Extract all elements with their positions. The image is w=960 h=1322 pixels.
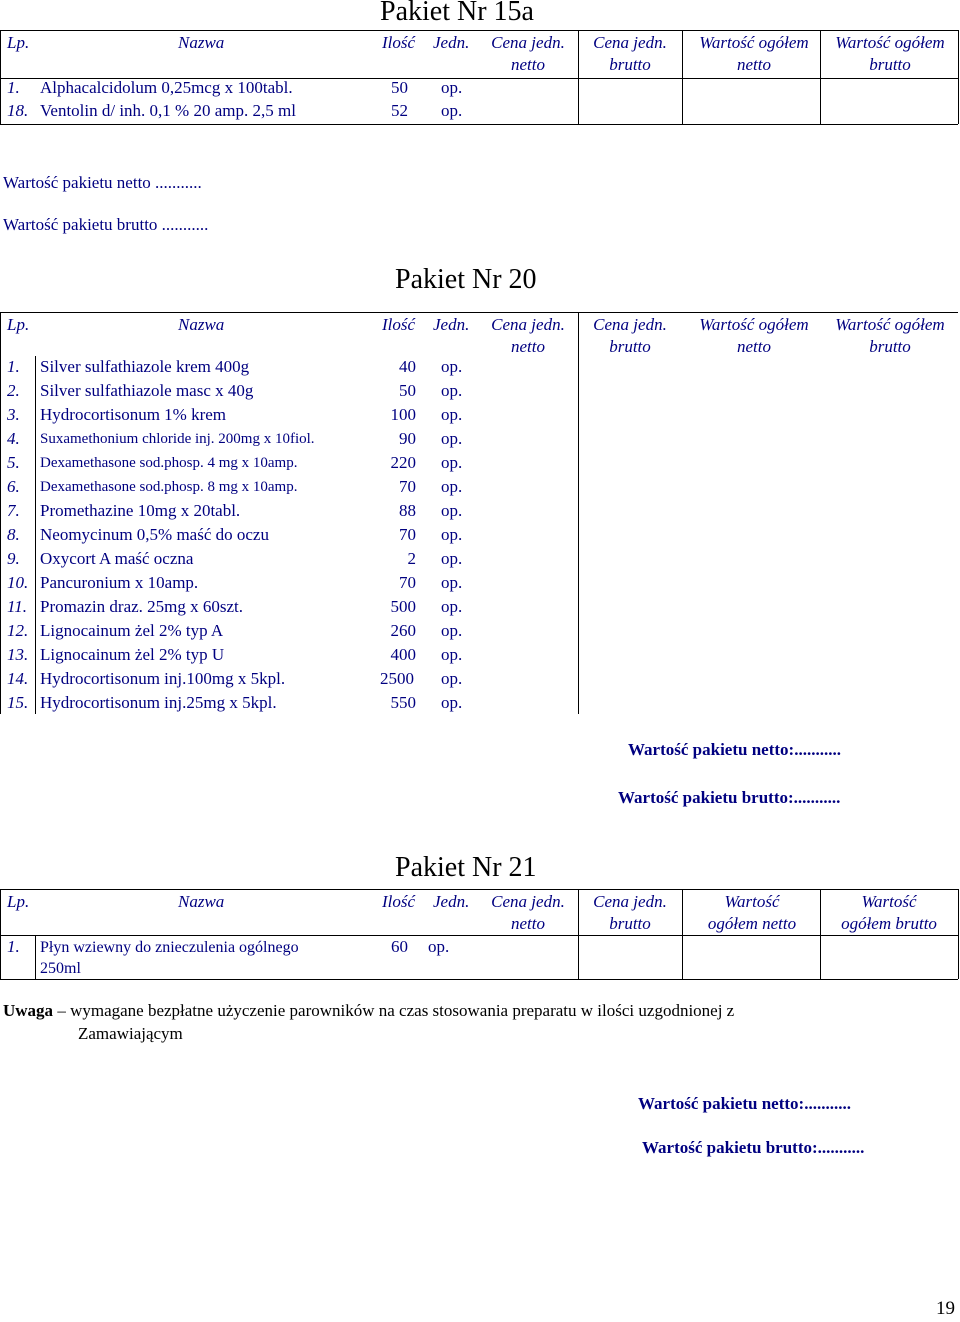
row-lp: 3. xyxy=(7,405,20,424)
row-lp: 5. xyxy=(7,453,20,472)
col-total-gross-header: Wartość ogółem brutto xyxy=(835,315,945,356)
col-qty-header: Ilość xyxy=(382,315,416,334)
row-qty: 70 xyxy=(399,525,416,544)
row-lp: 15. xyxy=(7,693,29,712)
row-qty: 50 xyxy=(391,78,408,97)
row-unit: op. xyxy=(441,78,463,97)
col-name-header: Nazwa xyxy=(178,33,225,52)
row-unit: op. xyxy=(441,669,463,688)
row-lp: 9. xyxy=(7,549,20,568)
row-lp: 18. xyxy=(7,101,29,120)
row-lp: 12. xyxy=(7,621,29,640)
col-unit-header: Jedn. xyxy=(433,315,470,334)
col-price-net-header: Cena jedn. netto xyxy=(491,892,565,933)
row-unit: op. xyxy=(441,381,463,400)
row-lp: 4. xyxy=(7,429,20,448)
row-unit: op. xyxy=(441,501,463,520)
row-name: Alphacalcidolum 0,25mcg x 100tabl. xyxy=(40,78,293,97)
row-unit: op. xyxy=(441,453,463,472)
row-unit: op. xyxy=(441,597,463,616)
package-21-sum-gross: Wartość pakietu brutto:........... xyxy=(642,1138,865,1157)
row-name: Lignocainum żel 2% typ U xyxy=(40,645,225,664)
row-lp: 13. xyxy=(7,645,29,664)
col-price-gross-header: Cena jedn. brutto xyxy=(593,892,667,933)
row-lp: 1. xyxy=(7,937,20,956)
col-qty-header: Ilość xyxy=(382,33,416,52)
package-20-title: Pakiet Nr 20 xyxy=(395,264,537,295)
row-qty: 2500 xyxy=(380,669,414,688)
row-qty: 90 xyxy=(399,429,416,448)
row-lp: 2. xyxy=(7,381,20,400)
row-name: Silver sulfathiazole masc x 40g xyxy=(40,381,254,400)
package-21-note: Uwaga – wymagane bezpłatne użyczenie parowników na czas stosowania preparatu w ilości uzgodnionej z Zamawiającym xyxy=(3,1001,735,1043)
row-name: Hydrocortisonum inj.25mg x 5kpl. xyxy=(40,693,277,712)
row-unit: op. xyxy=(441,693,463,712)
row-qty: 50 xyxy=(399,381,416,400)
row-name: Suxamethonium chloride inj. 200mg x 10fiol. xyxy=(40,431,315,447)
col-lp-header: Lp. xyxy=(7,892,30,911)
col-total-gross-header: Wartość ogółem brutto xyxy=(841,892,937,933)
row-qty: 500 xyxy=(390,597,416,616)
row-unit: op. xyxy=(441,357,463,376)
row-qty: 88 xyxy=(399,501,416,520)
row-qty: 260 xyxy=(390,621,416,640)
row-unit: op. xyxy=(441,429,463,448)
col-total-net-header: Wartość ogółem netto xyxy=(699,33,809,74)
row-name: Płyn wziewny do znieczulenia ogólnego 250ml xyxy=(40,939,299,977)
row-lp: 14. xyxy=(7,669,29,688)
row-unit: op. xyxy=(441,405,463,424)
row-unit: op. xyxy=(441,101,463,120)
row-name: Oxycort A maść oczna xyxy=(40,549,194,568)
row-unit: op. xyxy=(441,645,463,664)
row-lp: 1. xyxy=(7,78,20,97)
package-15a-sum-net: Wartość pakietu netto ........... xyxy=(3,173,202,192)
row-lp: 1. xyxy=(7,357,20,376)
row-qty: 2 xyxy=(407,549,416,568)
row-name: Dexamethasone sod.phosp. 4 mg x 10amp. xyxy=(40,455,298,471)
row-name: Dexamethasone sod.phosp. 8 mg x 10amp. xyxy=(40,479,298,495)
row-name: Hydrocortisonum inj.100mg x 5kpl. xyxy=(40,669,286,688)
col-name-header: Nazwa xyxy=(178,892,225,911)
row-qty: 70 xyxy=(399,573,416,592)
row-name: Silver sulfathiazole krem 400g xyxy=(40,357,250,376)
col-price-gross-header: Cena jedn. brutto xyxy=(593,33,667,74)
row-unit: op. xyxy=(441,525,463,544)
col-qty-header: Ilość xyxy=(382,892,416,911)
package-20-sum-net: Wartość pakietu netto:........... xyxy=(628,740,841,759)
row-lp: 8. xyxy=(7,525,20,544)
package-15a-title: Pakiet Nr 15a xyxy=(380,0,534,27)
package-20-sum-gross: Wartość pakietu brutto:........... xyxy=(618,788,841,807)
row-unit: op. xyxy=(441,573,463,592)
col-price-net-header: Cena jedn. netto xyxy=(491,33,565,74)
col-lp-header: Lp. xyxy=(7,33,30,52)
row-lp: 10. xyxy=(7,573,29,592)
row-lp: 11. xyxy=(7,597,27,616)
package-21-sum-net: Wartość pakietu netto:........... xyxy=(638,1094,851,1113)
row-qty: 60 xyxy=(391,937,408,956)
row-qty: 70 xyxy=(399,477,416,496)
row-qty: 100 xyxy=(390,405,416,424)
row-name: Promethazine 10mg x 20tabl. xyxy=(40,501,241,520)
col-total-net-header: Wartość ogółem netto xyxy=(699,315,809,356)
row-qty: 220 xyxy=(390,453,416,472)
col-total-gross-header: Wartość ogółem brutto xyxy=(835,33,945,74)
row-lp: 6. xyxy=(7,477,20,496)
row-name: Neomycinum 0,5% maść do oczu xyxy=(40,525,269,544)
col-unit-header: Jedn. xyxy=(433,33,470,52)
col-unit-header: Jedn. xyxy=(433,892,470,911)
row-qty: 400 xyxy=(390,645,416,664)
row-name: Promazin draz. 25mg x 60szt. xyxy=(40,597,244,616)
row-lp: 7. xyxy=(7,501,20,520)
row-name: Ventolin d/ inh. 0,1 % 20 amp. 2,5 ml xyxy=(40,101,296,120)
page-number: 19 xyxy=(936,1298,955,1319)
row-qty: 40 xyxy=(399,357,416,376)
row-unit: op. xyxy=(428,937,450,956)
row-name: Pancuronium x 10amp. xyxy=(40,573,199,592)
row-qty: 550 xyxy=(390,693,416,712)
col-lp-header: Lp. xyxy=(7,315,30,334)
package-21-title: Pakiet Nr 21 xyxy=(395,852,537,883)
col-name-header: Nazwa xyxy=(178,315,225,334)
col-total-net-header: Wartość ogółem netto xyxy=(707,892,797,933)
col-price-net-header: Cena jedn. netto xyxy=(491,315,565,356)
row-unit: op. xyxy=(441,549,463,568)
row-name: Hydrocortisonum 1% krem xyxy=(40,405,227,424)
package-15a-sum-gross: Wartość pakietu brutto ........... xyxy=(3,215,209,234)
row-qty: 52 xyxy=(391,101,408,120)
col-price-gross-header: Cena jedn. brutto xyxy=(593,315,667,356)
row-unit: op. xyxy=(441,477,463,496)
row-name: Lignocainum żel 2% typ A xyxy=(40,621,224,640)
row-unit: op. xyxy=(441,621,463,640)
